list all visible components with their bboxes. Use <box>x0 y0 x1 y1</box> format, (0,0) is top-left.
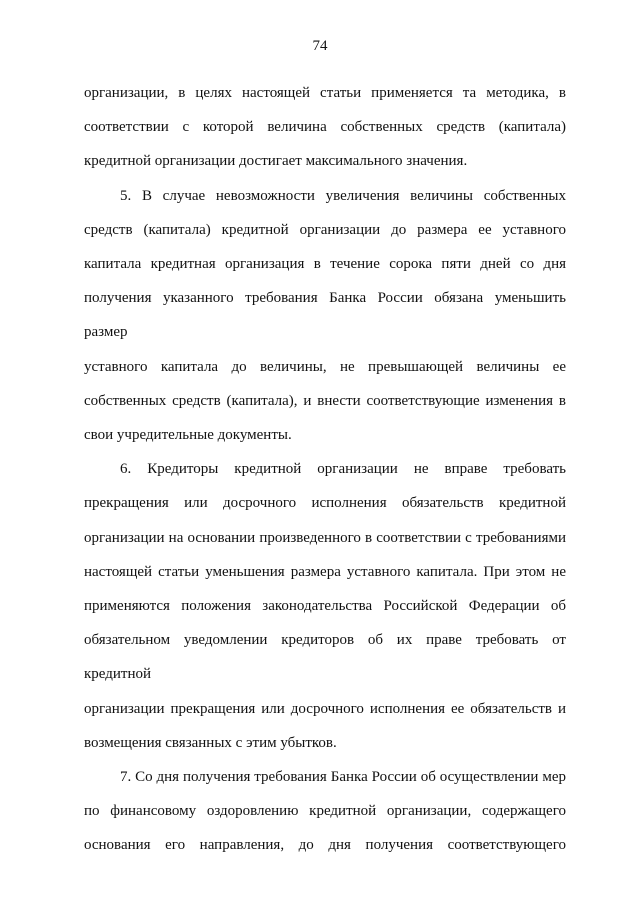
text-line: 6. Кредиторы кредитной организации не вправе требовать <box>120 461 566 478</box>
text-line: свои учредительные документы. <box>84 427 292 444</box>
text-line: основания его направления, до дня получения соответствующего <box>84 837 566 854</box>
text-line: уставного капитала до величины, не превышающей величины ее <box>84 358 566 375</box>
text-line: настоящей статьи уменьшения размера уставного капитала. При этом не <box>84 563 566 580</box>
text-line: средств (капитала) кредитной организации до размера ее уставного <box>84 221 566 238</box>
text-line: 7. Со дня получения требования Банка России об осуществлении мер <box>120 769 566 786</box>
text-line: возмещения связанных с этим убытков. <box>84 734 337 751</box>
text-line: собственных средств (капитала), и внести соответствующие изменения в <box>84 392 566 409</box>
text-line: получения указанного требования Банка России обязана уменьшить размер <box>84 290 566 341</box>
paragraph <box>84 760 566 863</box>
text-line: соответствии с которой величина собственных средств (капитала) <box>84 119 566 136</box>
text-line: обязательном уведомлении кредиторов об их праве требовать от кредитной <box>84 632 566 683</box>
text-line: прекращения или досрочного исполнения обязательств кредитной <box>84 495 566 512</box>
text-line: организации на основании произведенного в соответствии с требованиями <box>84 529 566 546</box>
text-line: капитала кредитная организация в течение сорока пяти дней со дня <box>84 256 566 273</box>
text-line: кредитной организации достигает максимального значения. <box>84 153 468 170</box>
document-body <box>84 76 566 863</box>
text-line: по финансовому оздоровлению кредитной организации, содержащего <box>84 803 566 820</box>
paragraph <box>84 179 566 453</box>
paragraph <box>84 452 566 760</box>
text-line: организации, в целях настоящей статьи применяется та методика, в <box>84 85 566 101</box>
text-line: применяются положения законодательства Российской Федерации об <box>84 598 566 615</box>
page-number: 74 <box>312 38 328 54</box>
text-line: организации прекращения или досрочного исполнения ее обязательств и <box>84 700 566 717</box>
paragraph <box>84 76 566 179</box>
text-line: 5. В случае невозможности увеличения величины собственных <box>120 187 566 204</box>
